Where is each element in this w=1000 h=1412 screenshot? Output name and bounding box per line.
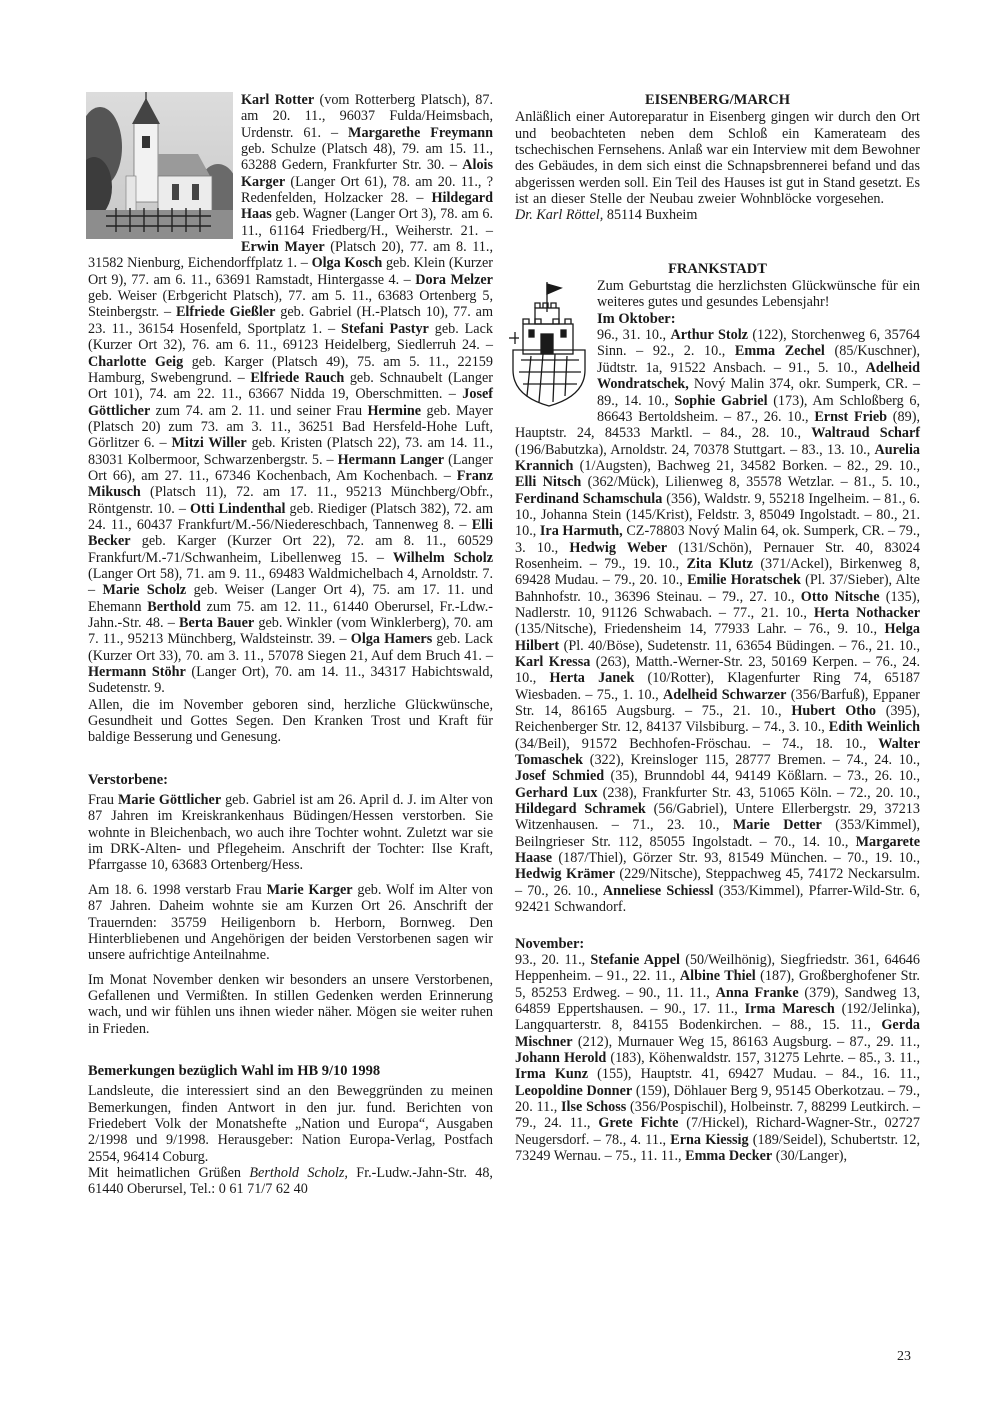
entry-text: 93., 20. 11.,: [515, 951, 591, 968]
entry-text: geb. Karger (Platsch 49), 75. am 5. 11., 22159 Hamburg, Swebengrund. –: [88, 353, 493, 386]
person-name: Alois Karger: [241, 157, 493, 190]
entry-text: geb. Gabriel ist am 26. April d. J. im Alter von 87 Jahren im Kreiskrankenhaus Büdingen/Hessen verstorben. Sie wohnte in Bleichenbach, wo auch ihre Tochter wohnt. Zuletzt war sie im DRK-Alten- und Pflegeheim. Anschrift der Tochter: Ilse Kraft, Pfarrgasse 10, 63683 Ortenberg/Hess.: [88, 792, 493, 874]
entry-text: (Platsch 20), 77. am 8. 11., 31582 Nienburg, Eichendorffplatz 1. –: [88, 239, 493, 272]
person-name: Otto Nitsche: [800, 588, 880, 605]
entry-text: (122), Storchenweg 6, 35764 Sinn. – 92., 2. 10.,: [597, 327, 920, 360]
entry-text: (196/Babutzka), Arnoldstr. 24, 70378 Stuttgart. – 83., 13. 10.,: [515, 441, 875, 458]
entry-text: geb. Schnaubelt (Langer Ort 101), 74. am 22. 11., 63667 Nidda 19, Oberschmitten. –: [88, 369, 493, 403]
person-name: Helga Hilbert: [515, 621, 920, 654]
person-name: Irma Kunz: [515, 1066, 588, 1083]
person-name: Leopoldine Donner: [515, 1082, 633, 1099]
entry-text: geb. Weiser (Erbgericht Platsch), 77. am 5. 11., 63683 Ortenberg 5, Steinbergstr. –: [88, 288, 493, 321]
entry-text: Am 18. 6. 1998 verstarb Frau: [88, 881, 267, 898]
blessing-text: Allen, die im November geboren sind, herzliche Glückwünsche, Gesundheit und Gottes Segen. Den Kranken Trost und Kraft für baldige Besserung und Genesung.: [88, 696, 493, 746]
left-column: [88, 92, 493, 1198]
entry-text: geb. Kristen (Platsch 22), 73. am 14. 11., 83031 Kolbermoor, Schwarzenbergstr. 5. –: [88, 435, 493, 468]
remarks-text: Landsleute, die interessiert sind an den Beweggründen zu meinen Bemerkungen, finden Antwort in den jur. fund. Berichten von Friedebert Volk der Monatshefte „Nation und Europa“, Ausgaben 2/1998 und 9/1998. Herausgeber: Nation Europa-Verlag, Postfach 2554, 96414 Coburg.: [88, 1083, 493, 1165]
entry-text: geb. Wagner (Langer Ort 3), 78. am 6. 11., 61164 Friedberg/H., Weiherstr. 21. –: [241, 206, 493, 239]
person-name: Anna Franke: [715, 984, 799, 1001]
person-name: Ferdinand Schamschula: [515, 490, 663, 507]
entry-text: geb. Karger (Kurzer Ort 22), 72. am 8. 11., 60529 Frankfurt/M.-71/Schwanheim, Libellenweg 15. –: [88, 533, 493, 566]
entry-text: Nový Malin 374, okr. Sumperk, CR. – 89., 14. 10.,: [597, 376, 920, 409]
person-name: Josef Schmied: [515, 768, 605, 785]
eisenberg-text: [515, 109, 920, 223]
eisenberg-body: Anläßlich einer Autoreparatur in Eisenberg gingen wir durch den Ort und beobachteten neben dem Schloß ein Kamerateam des tschechischen Fernsehens. Anlaß war ein Interview mit dem Bewohner des Gebäudes, in dem sich einst die Schnapsbrennerei befand und das abgerissen werden soll. Ein Teil des Hauses ist gut in Stand gesetzt. Es ist an dieser Stelle der Neubau zweier Wohnblöcke vorgesehen.: [515, 109, 920, 208]
entry-text: (34/Beil), 91572 Bechhofen-Fröschau. – 74., 18. 10.,: [515, 735, 879, 752]
person-name: Emma Decker: [685, 1147, 773, 1164]
entry-text: (353/Kimmel), Pfarrer-Wild-Str. 6, 92421 Schwandorf.: [515, 882, 921, 916]
person-name: Irma Maresch: [744, 1000, 835, 1017]
frankstadt-coat-of-arms: [509, 278, 591, 410]
person-name: Arthur Stolz: [670, 327, 748, 344]
november-birthdays: [515, 952, 920, 1164]
person-name: Ira Harmuth,: [539, 523, 623, 540]
entry-text: (131/Schön), Pernauer Str. 40, 83024 Rosenheim. – 79., 19. 10.,: [515, 539, 920, 572]
entry-text: (Pl. 40/Böse), Sudetenstr. 11, 63654 Büdingen. – 76., 21. 10.,: [559, 637, 920, 654]
entry-text: (Langer Ort 61), 78. am 20. 11., ? Redenfelden, Holzacker 28. –: [241, 173, 493, 207]
greeting-name: Berthold Scholz,: [249, 1164, 348, 1181]
greeting: [88, 1165, 493, 1198]
entry-text: (322), Kreinsloger 115, 28777 Bremen. – 74., 24. 10.,: [583, 752, 920, 769]
entry-text: (85/Kuschner), Jüdtstr. 1a, 91522 Ansbach. – 91., 5. 10.,: [597, 343, 920, 376]
entry-text: geb. Weiser (Langer Ort 4), 75. am 17. 11. und Ehemann: [88, 582, 493, 615]
person-name: Herta Nothacker: [813, 604, 920, 621]
person-name: Olga Kosch: [311, 255, 383, 272]
person-name: Adelheid Wondratschek,: [597, 359, 920, 393]
entry-text: (238), Frankfurter Str. 43, 51065 Köln. – 72., 20. 10.,: [597, 784, 921, 801]
entry-text: geb. Lack (Kurzer Ort 32), 76. am 6. 11., 69123 Heidelberg, Siedlerruh 24. –: [88, 320, 493, 354]
person-name: Ernst Frieb: [814, 408, 888, 425]
entry-text: (1/Augsten), Bachweg 21, 34582 Borken. – 82., 29. 10.,: [573, 457, 920, 474]
entry-text: (7/Hickel), Richard-Wagner-Str., 02727 Neugersdorf. – 78., 4. 11.,: [515, 1115, 920, 1148]
entry-text: (187), Großberghofener Str. 5, 85253 Erdweg. – 90., 11. 11.,: [515, 968, 920, 1001]
entry-text: (356), Waldstr. 9, 55218 Ingelheim. – 81., 6. 10., Johanna Stein (145/Krist), Feldstr. 3, 85049 Ingolstadt. – 80., 21. 10.,: [515, 490, 921, 540]
person-name: Elli Becker: [88, 516, 493, 550]
entry-text: (155), Hauptstr. 41, 69427 Mudau. – 84., 16. 11.,: [588, 1066, 921, 1083]
person-name: Hermann Stöhr: [88, 664, 186, 681]
person-name: Sophie Gabriel: [674, 392, 768, 409]
greeting-address: Fr.-Ludw.-Jahn-Str. 48, 61440 Oberursel, Tel.: 0 61 71/7 62 40: [88, 1164, 493, 1198]
entry-text: geb. Klein (Kurzer Ort 9), 77. am 6. 11., 63691 Ramstadt, Hintergasse 4. –: [88, 255, 493, 288]
person-name: Waltraud Scharf: [811, 425, 920, 442]
entry-text: geb. Schulze (Platsch 48), 79. am 15. 11., 63288 Gedern, Frankfurter Str. 30. –: [241, 141, 493, 174]
greeting-prefix: Mit heimatlichen Grüßen: [88, 1164, 250, 1181]
entry-text: zum 74. am 2. 11. und seiner Frau: [150, 402, 368, 419]
right-column: [515, 92, 920, 1164]
person-name: Herta Janek: [549, 670, 635, 687]
oktober-label: Im Oktober:: [597, 310, 676, 327]
church-photo: [86, 92, 233, 239]
entry-text: (356/Pospischil), Holbeinstr. 7, 88299 Leutkirch. – 79., 24. 11.,: [515, 1098, 920, 1132]
eisenberg-sig-name: Dr. Karl Röttel,: [515, 207, 604, 224]
entry-text: (229/Nitsche), Steppachweg 45, 74172 Neckarsulm. – 70., 26. 10.,: [515, 866, 921, 899]
entry-text: (89), Hauptstr. 24, 84533 Marktl. – 84., 28. 10.,: [515, 408, 920, 442]
person-name: Elli Nitsch: [515, 474, 582, 491]
person-name: Emilie Horatschek: [687, 572, 801, 589]
person-name: Elfriede Gießler: [175, 304, 276, 321]
entry-text: (379), Sandweg 13, 64859 Eppertshausen. – 90., 17. 11.,: [515, 984, 920, 1017]
person-name: Mitzi Willer: [171, 435, 247, 452]
person-name: Hildegard Schramek: [515, 801, 646, 818]
entry-text: (371/Ackel), Birkenweg 8, 69428 Mudau. – 79., 20. 10.,: [515, 555, 920, 589]
entry-text: geb. Wolf im Alter von 87 Jahren. Daheim wohnte sie am Kurzen Ort 26. Anschrift der Trauernden: 35759 Heiligenborn b. Herborn, Bornweg. Den Hinterbliebenen und Angehörigen der beiden Verstorbenen sagen wir unsere aufrichtige Anteilnahme.: [88, 881, 494, 964]
entry-text: zum 75. am 12. 11., 61440 Oberursel, Fr.-Ldw.-Jahn.-Str. 48. –: [88, 598, 493, 631]
person-name: Hermine: [367, 402, 422, 419]
person-name: Margarethe Freymann: [348, 124, 493, 141]
person-name: Adelheid Schwarzer: [663, 686, 787, 703]
entry-text: (192/Jelinka), Langquarterstr. 8, 84155 Bodenkirchen. – 88., 15. 11.,: [515, 1000, 921, 1034]
entry-text: (135/Nitsche), Friedensheim 14, 77933 Lahr. – 76., 9. 10.,: [515, 621, 885, 638]
person-name: Hubert Otho: [791, 703, 876, 720]
person-name: Stefanie Appel: [590, 951, 680, 968]
person-name: Wilhelm Scholz: [392, 549, 493, 566]
person-name: Berthold: [147, 598, 201, 615]
entry-text: (56/Gabriel), Untere Ellerbergstr. 29, 37213 Witzenhausen. – 71., 23. 10.,: [515, 801, 920, 834]
person-name: Hedwig Weber: [569, 539, 668, 556]
entry-text: (135), Nadlerstr. 10, 91126 Schwabach. – 77., 21. 10.,: [515, 588, 920, 621]
person-name: Erwin Mayer: [241, 239, 325, 256]
person-name: Charlotte Geig: [88, 353, 184, 370]
person-name: Berta Bauer: [179, 615, 255, 631]
entry-text: (187/Thiel), Görzer Str. 93, 81549 München. – 70., 19. 10.,: [552, 850, 920, 867]
person-name: Gerhard Lux: [515, 784, 598, 801]
person-name: Hedwig Krämer: [515, 866, 615, 883]
person-name: Ilse Schoss: [561, 1098, 627, 1115]
person-name: Gerda Mischner: [515, 1017, 920, 1050]
person-name: Josef Göttlicher: [88, 386, 493, 419]
entry-text: (395), Reichenberger Str. 12, 84137 Vilsbiburg. – 74., 3. 10.,: [515, 703, 920, 736]
person-name: Edith Weinlich: [828, 719, 920, 736]
entry-text: (212), Murnauer Weg 15, 86163 Augsburg. – 87., 29. 11.,: [572, 1033, 920, 1050]
person-name: Marie Detter: [732, 817, 822, 834]
person-name: Olga Hamers: [350, 631, 433, 648]
frankstadt-heading: FRANKSTADT: [668, 260, 767, 277]
entry-text: (362/Mück), Lilienweg 8, 35578 Wetzlar. – 81., 5. 10.,: [581, 474, 920, 491]
eisenberg-sig-place: 85114 Buxheim: [603, 207, 698, 224]
entry-text: (vom Rotterberg Platsch), 87. am 20. 11., 96037 Fulda/Heimsbach, Urdenstr. 61. –: [241, 92, 493, 141]
person-name: Otti Lindenthal: [190, 500, 286, 517]
entry-text: Frau: [88, 792, 118, 809]
person-name: Grete Fichte: [598, 1115, 679, 1132]
person-name: Emma Zechel: [734, 343, 825, 360]
person-name: Dora Melzer: [415, 271, 493, 288]
person-name: Margarete Haase: [515, 833, 920, 867]
person-name: Johann Herold: [515, 1049, 607, 1066]
entry-text: (Platsch 11), 72. am 17. 11., 95213 Münchberg/Obfr., Röntgenstr. 10. –: [88, 484, 493, 517]
november-label: November:: [515, 935, 585, 952]
obituary-marie-karger: [88, 882, 493, 964]
entry-text: (Langer Ort 58), 71. am 9. 11., 69483 Waldmichelbach 4, Arnoldstr. 7. –: [88, 565, 493, 599]
oktober-birthdays: [515, 327, 920, 915]
person-name: Hermann Langer: [337, 451, 445, 468]
entry-text: (353/Kimmel), Beilngrieser Str. 112, 85055 Ingolstadt. – 70., 14. 10.,: [515, 817, 920, 850]
entry-text: (Pl. 37/Sieber), Alte Bahnhofstr. 10., 36396 Steinau. – 79., 27. 10.,: [515, 572, 920, 605]
verstorbene-heading: Verstorbene:: [88, 771, 168, 788]
entry-text: (183), Köhenwaldstr. 157, 31275 Lehrte. – 85., 3. 11.,: [606, 1049, 920, 1066]
person-name: Marie Göttlicher: [117, 792, 222, 809]
entry-text: geb. Mayer (Platsch 20) zum 73. am 3. 11., 36251 Bad Hersfeld-Hohe Luft, Görlitzer 6. –: [88, 402, 493, 452]
person-name: Albine Thiel: [679, 968, 756, 985]
person-name: Karl Rotter: [241, 92, 315, 108]
person-name: Erna Kiessig: [670, 1131, 749, 1148]
entry-text: CZ-78803 Nový Malin 64, ok. Sumperk, CR. – 79., 3. 10.,: [515, 523, 920, 556]
remembrance-text: Im Monat November denken wir besonders an unsere Verstorbenen, Gefallenen und Vermißten. In stillen Gedenken werden Erinnerung wach, und wir fühlen uns ihnen wieder näher. Mögen sie weiter ruhen in Frieden.: [88, 971, 493, 1037]
person-name: Anneliese Schiessl: [602, 882, 714, 899]
person-name: Marie Karger: [266, 881, 353, 898]
remarks-heading: Bemerkungen bezüglich Wahl im HB 9/10 1998: [88, 1062, 381, 1079]
entry-text: geb. Riediger (Platsch 382), 72. am 24. 11., 60437 Frankfurt/M.-56/Niedereschbach, Tannenweg 8. –: [88, 500, 493, 533]
entry-text: geb. Winkler (vom Winklerberg), 70. am 7. 11., 95213 Münchberg, Waldsteinstr. 39. –: [88, 615, 493, 648]
person-name: Karl Kressa: [515, 654, 591, 670]
entry-text: (50/Weilhönig), Siegfriedstr. 361, 64646 Heppenheim. – 91., 22. 11.,: [515, 951, 920, 985]
person-name: Zita Klutz: [686, 555, 753, 572]
entry-text: (189/Seidel), Schubertstr. 12, 73249 Wernau. – 75., 11. 11.,: [515, 1131, 920, 1164]
entry-text: geb. Lack (Kurzer Ort 33), 70. am 3. 11., 57078 Siegen 21, Auf dem Bruch 41. –: [88, 631, 493, 664]
person-name: Walter Tomaschek: [515, 735, 920, 769]
person-name: Elfriede Rauch: [250, 369, 345, 386]
entry-text: geb. Gabriel (H.-Platsch 10), 77. am 23. 11., 36154 Hosenfeld, Sportplatz 1. –: [88, 304, 493, 337]
entry-text: 96., 31. 10.,: [597, 327, 671, 344]
page-number: 23: [897, 1349, 911, 1364]
entry-text: (159), Döhlauer Berg 9, 95145 Oberkotzau. – 79., 20. 11.,: [515, 1082, 920, 1115]
entry-text: (10/Rotter), Klagenfurter Ring 74, 65187 Wiesbaden. – 75., 1. 10.,: [515, 670, 921, 703]
person-name: Aurelia Krannich: [515, 441, 920, 474]
entry-text: (35), Brunndobl 44, 94149 Kößlarn. – 73., 26. 10.,: [604, 768, 920, 785]
person-name: Franz Mikusch: [88, 467, 493, 501]
entry-text: (173), Am Schloßberg 6, 86643 Bertoldsheim. – 87., 26. 10.,: [597, 392, 920, 425]
entry-text: (30/Langer),: [772, 1147, 848, 1164]
entry-text: (Langer Ort 66), am 27. 11., 67346 Kochenbach, Am Kochenbach. –: [88, 451, 493, 484]
eisenberg-heading: EISENBERG/MARCH: [644, 92, 791, 108]
person-name: Marie Scholz: [102, 582, 187, 599]
entry-text: (Langer Ort), 70. am 14. 11., 34317 Habichtswald, Sudetenstr. 9.: [88, 664, 494, 697]
person-name: Hildegard Haas: [241, 190, 493, 223]
frankstadt-intro: Zum Geburtstag die herzlichsten Glückwünsche für ein weiteres gutes und gesundes Lebensjahr!: [597, 278, 920, 311]
obituary-marie-goettlicher: [88, 792, 493, 874]
entry-text: (263), Matth.-Werner-Str. 23, 50169 Kerpen. – 76., 24. 10.,: [515, 654, 920, 687]
person-name: Stefani Pastyr: [341, 320, 429, 337]
entry-text: (356/Barfuß), Eppaner Str. 14, 86165 Augsburg. – 75., 21. 10.,: [515, 686, 920, 720]
